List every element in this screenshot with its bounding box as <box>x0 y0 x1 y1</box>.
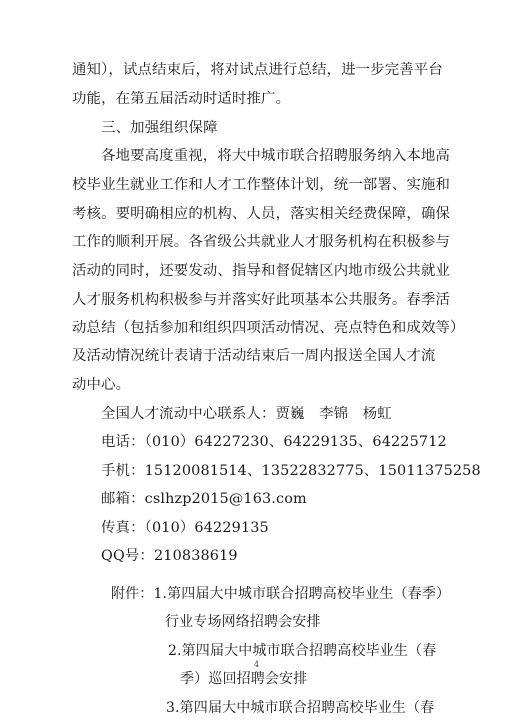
paragraph-line: 及活动情况统计表请于活动结束后一周内报送全国人才流 <box>72 348 436 364</box>
contact-people: 全国人才流动中心联系人：贾巍 李锦 杨虹 <box>101 406 392 422</box>
attachment-item-2-cont: 季）巡回招聘会安排 <box>180 671 308 687</box>
paragraph-line: 活动的同时，还要发动、指导和督促辖区内地市级公共就业 <box>72 263 451 279</box>
paragraph-line: 各地要高度重视，将大中城市联合招聘服务纳入本地高 <box>101 148 450 164</box>
attachment-item-2: 2.第四届大中城市联合招聘高校毕业生（春 <box>168 643 437 659</box>
paragraph-line: 考核。要明确相应的机构、人员，落实相关经费保障，确保 <box>72 206 451 222</box>
page-number: 4 <box>253 660 260 669</box>
contact-email: 邮箱：cslhzp2015@163.com <box>101 491 307 507</box>
contact-qq: QQ号：210838619 <box>101 548 238 564</box>
attachment-item-1-cont: 行业专场网络招聘会安排 <box>165 614 321 630</box>
paragraph-line: 工作的顺利开展。各省级公共就业人才服务机构在积极参与 <box>72 234 451 250</box>
contact-fax: 传真：（010）64229135 <box>101 520 269 536</box>
attachment-item-3: 3.第四届大中城市联合招聘高校毕业生（春 <box>166 700 435 716</box>
paragraph-line: 功能，在第五届活动时适时推广。 <box>72 91 291 107</box>
paragraph-line: 动中心。 <box>72 377 131 393</box>
contact-mobile: 手机：15120081514、13522832775、15011375258 <box>101 463 481 479</box>
attachment-item-1: 附件：1.第四届大中城市联合招聘高校毕业生（春季） <box>111 586 451 602</box>
contact-phone: 电话：（010）64227230、64229135、64225712 <box>101 434 447 450</box>
section-heading: 三、加强组织保障 <box>101 120 218 136</box>
paragraph-line: 动总结（包括参加和组织四项活动情况、亮点特色和成效等） <box>72 320 465 336</box>
paragraph-line: 通知），试点结束后，将对试点进行总结，进一步完善平台 <box>72 62 443 78</box>
paragraph-line: 校毕业生就业工作和人才工作整体计划，统一部署、实施和 <box>72 177 451 193</box>
paragraph-line: 人才服务机构积极参与并落实好此项基本公共服务。春季活 <box>72 292 451 308</box>
